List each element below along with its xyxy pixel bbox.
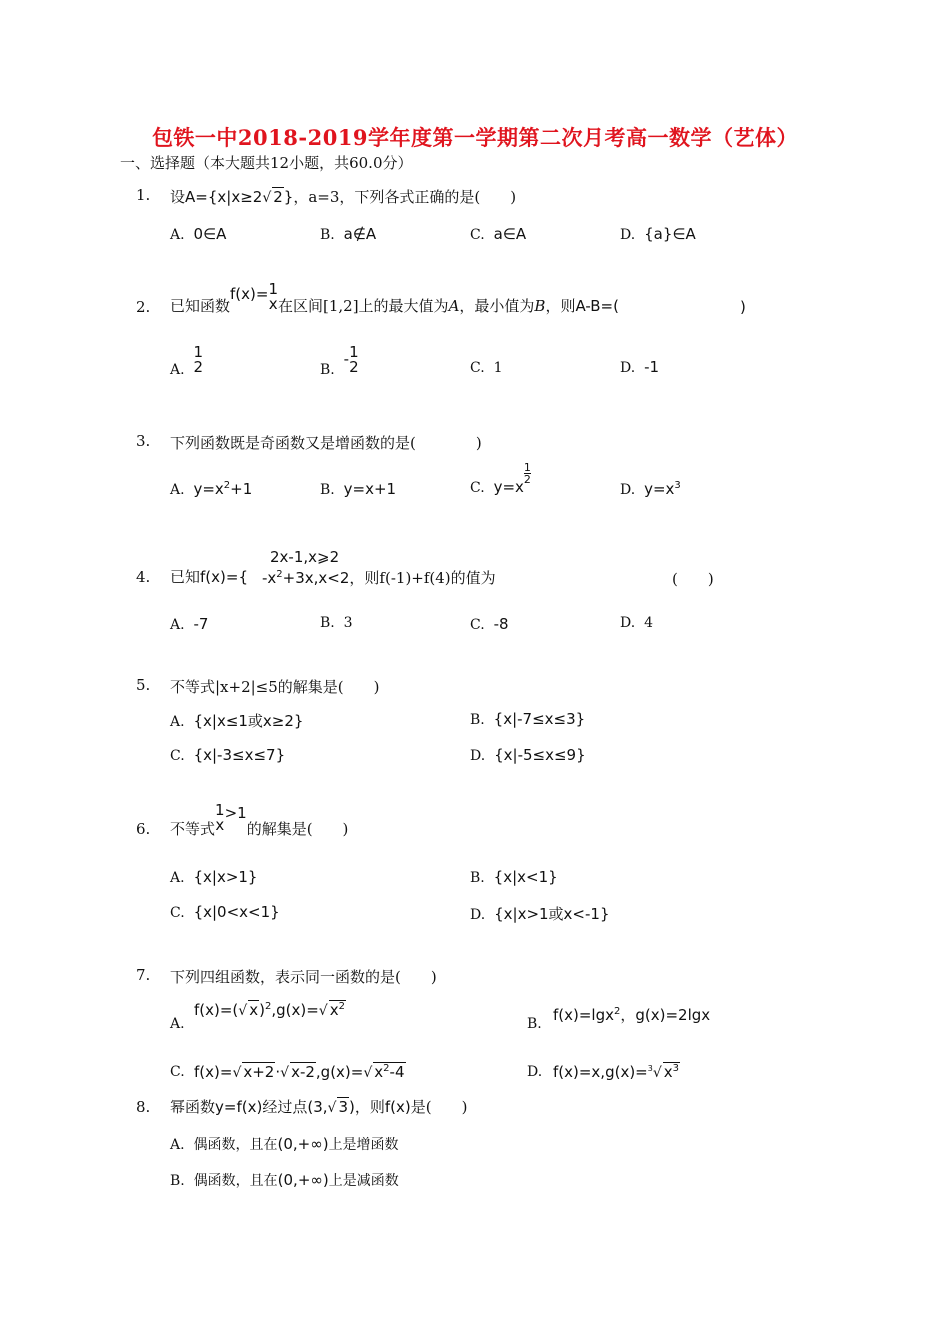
question-number: 3.: [136, 432, 151, 450]
option-label: D.: [527, 1064, 543, 1080]
option: A. -7: [170, 615, 209, 633]
option: f(x)=(√ x)$^2$,g(x)=√ $x^2$: [194, 1001, 345, 1019]
option: C. 1: [470, 360, 503, 376]
option: A. 0∈A: [170, 225, 227, 243]
option-label: A.: [170, 1016, 185, 1032]
question-stem: 下列四组函数，表示同一函数的是( ): [170, 968, 437, 986]
option: D. 4: [620, 615, 654, 631]
option: B. {x|-7≤x≤3}: [470, 710, 586, 728]
question-stem: 不等式 1 x >1的解集是( ): [170, 801, 349, 838]
option: B. {x|x<1}: [470, 868, 558, 886]
piecewise-case-1: 2x-1,x⩾2: [270, 548, 340, 566]
answer-paren: ): [740, 298, 746, 316]
option: B. 偶函数，且在(0,+∞)上是减函数: [170, 1171, 399, 1189]
paper-title: 包铁一中2018-2019学年度第一学期第二次月考高一数学（艺体）: [151, 125, 799, 150]
question-stem: 设A={x|x≥2√ 2}，a=3，下列各式正确的是( ): [170, 188, 517, 206]
question-stem: 下列函数既是奇函数又是增函数的是( ): [170, 434, 482, 452]
option: C. {x|-3≤x≤7}: [170, 746, 286, 764]
option: B. a∉A: [320, 225, 377, 243]
option: f(x)=lgx$^2$，g(x)=2lgx: [553, 1006, 711, 1024]
question-number: 1.: [136, 186, 151, 204]
option: C. {x|0<x<1}: [170, 903, 280, 921]
option: f(x)=x,g(x)=$^3$√ $x^3$: [553, 1063, 680, 1081]
option: A. {x|x≤1或x≥2}: [170, 712, 304, 730]
option-label: B.: [527, 1016, 542, 1032]
option: D. -1: [620, 358, 660, 376]
question-stem: 不等式|x+2|≤5的解集是( ): [170, 678, 380, 696]
option: B. y=x+1: [320, 480, 397, 498]
option: D. $y=x^3$: [620, 480, 681, 498]
option: C. y=x $\frac{1}{2}$: [470, 461, 531, 496]
option: D. {a}∈A: [620, 225, 696, 243]
option: f(x)=√ x+2·√ x-2,g(x)=√ $x^2-4$: [194, 1063, 405, 1081]
option: D. {x|-5≤x≤9}: [470, 746, 586, 764]
option-label: C.: [170, 1064, 185, 1080]
option: A. 1 2: [170, 343, 204, 378]
question-number: 8.: [136, 1098, 151, 1116]
sqrt-symbol: √: [262, 190, 272, 206]
option: A. {x|x>1}: [170, 868, 258, 886]
section-heading: 一、选择题（本大题共12小题，共60.0分）: [120, 154, 413, 172]
answer-paren: ( ): [672, 570, 714, 588]
question-number: 4.: [136, 568, 151, 586]
option: D. {x|x>1或x<-1}: [470, 905, 610, 923]
question-stem: 幂函数y=f(x)经过点(3,√ 3)，则f(x)是( ): [170, 1098, 468, 1116]
option: A. 偶函数，且在(0,+∞)上是增函数: [170, 1135, 399, 1153]
option: B. 3: [320, 615, 353, 631]
question-number: 2.: [136, 298, 151, 316]
question-number: 6.: [136, 820, 151, 838]
question-stem: 已知f(x)={: [170, 568, 248, 586]
option: C. a∈A: [470, 225, 527, 243]
question-number: 5.: [136, 676, 151, 694]
option: A. $y=x^2+1$: [170, 480, 253, 498]
option: B. - 1 2: [320, 343, 359, 378]
piecewise-case-2: $-x^2+3x,x<2$，则f(-1)+f(4)的值为: [262, 569, 496, 587]
question-number: 7.: [136, 966, 151, 984]
option: C. -8: [470, 615, 509, 633]
question-stem: 已知函数f(x)= 1 x 在区间[1,2]上的最大值为A，最小值为B，则A-B=(: [170, 280, 619, 315]
